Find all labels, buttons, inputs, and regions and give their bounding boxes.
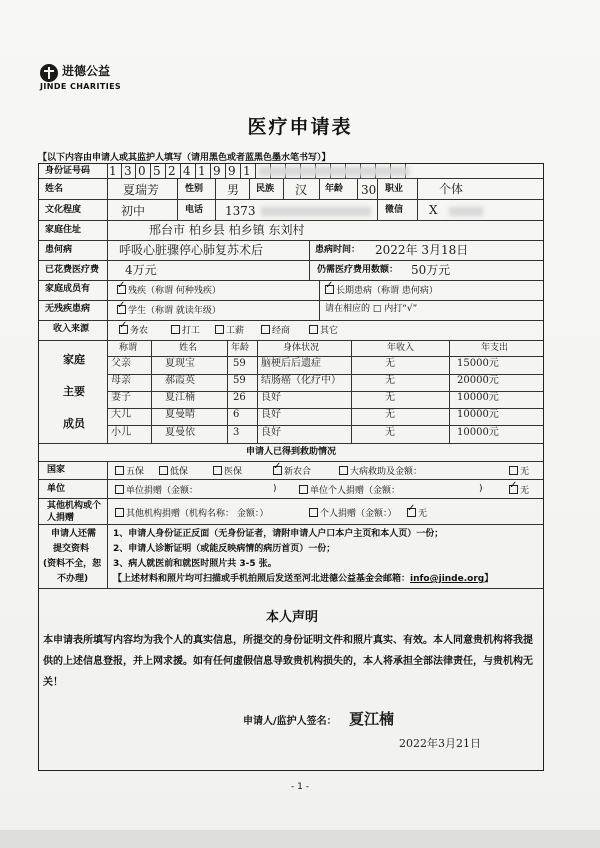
redacted-id-digits [259,167,409,176]
income-option-farming[interactable]: ✓ 务农 [119,325,148,336]
address-value[interactable]: 邢台市 柏乡县 柏乡镇 东刘村 [149,223,305,237]
member-expense[interactable]: 10000元 [457,427,499,438]
member-name[interactable]: 夏曼依 [165,427,195,438]
phone-value[interactable]: 1373 [225,204,256,218]
member-name[interactable]: 夏曼晴 [165,409,195,420]
student-checkbox[interactable] [117,305,221,316]
checkbox-icon [309,508,318,517]
job-value[interactable]: 个体 [439,182,464,196]
member-income[interactable]: 无 [385,358,395,369]
aid-unit-label: 单位 [47,484,66,494]
member-relation[interactable]: 妻子 [111,392,131,403]
members-header: 年龄 [231,343,250,353]
member-health[interactable]: 良好 [261,392,281,403]
members-header: 年支出 [481,343,509,353]
members-section-label: 家庭 [63,353,85,366]
sign-date[interactable]: 2022年3月21日 [399,737,481,750]
docs-label: 申请人还需 [51,529,97,539]
docs-label: 不办理) [57,574,89,584]
checkbox-icon [509,466,518,475]
page-number: - 1 - [291,782,309,792]
onset-label: 患病时间： [315,245,361,255]
checkbox-checked-icon [117,305,126,314]
declaration-body: 本申请表所填写内容均为我个人的真实信息，所提交的身份证明文件和照片真实、有效。本人同意贵机构将我提供的上述信息登报，并上网求援。如有任何虚假信息导致贵机构损失的，本人将承担全部法律责任，与贵机构无关！ [43,635,533,688]
redacted-phone [261,207,371,216]
member-age[interactable]: 59 [233,358,246,369]
aid-option-yibao[interactable]: 医保 [213,466,242,477]
docs-note: 【上述材料和照片均可扫描或手机拍照后发送至河北进德公益基金会邮箱：info@jinde.org】 [113,574,494,584]
form-title: 医疗申请表 [247,116,353,138]
docs-item: 1、申请人身份证正反面（无身份证者，请附申请人户口本户主页和本人页）一份； [113,529,444,539]
checkbox-hint: 请在相应的 □ 内打“√” [325,304,418,314]
checkbox-icon [299,485,308,494]
aid-other-org-donation[interactable]: 其他机构捐赠（机构名称： 金额：） [115,508,268,519]
checkbox-icon [213,466,222,475]
checkbox-icon [339,466,348,475]
id-digit[interactable]: 1 [243,164,251,178]
checkbox-icon [309,325,318,334]
edu-value[interactable]: 初中 [121,204,146,218]
member-name[interactable]: 夏现宝 [165,358,195,369]
member-expense[interactable]: 10000元 [457,409,499,420]
members-section-label: 主要 [63,385,85,398]
member-health[interactable]: 脑梗后后遗症 [261,358,321,369]
family-status-label: 无残疾患病 [45,304,91,314]
disabled-option-label: 残疾（称谓 何种残疾） [128,286,221,296]
aid-unit-none[interactable]: ✓ 无 [509,485,529,496]
disease-value[interactable]: 呼吸心脏骤停心肺复苏术后 [119,243,264,257]
aid-unit-close: ) [273,484,277,494]
member-income[interactable]: 无 [385,409,395,420]
aid-unit-personal-donation[interactable]: 单位个人捐赠（金额： [299,485,400,496]
member-age[interactable]: 6 [233,409,240,420]
member-name[interactable]: 夏江楠 [165,392,195,403]
member-relation[interactable]: 小儿 [111,427,131,438]
aid-other-label: 人捐赠 [47,513,75,523]
checkbox-icon [115,508,124,517]
income-option-business[interactable]: 经商 [261,325,290,336]
members-header: 姓名 [179,343,198,353]
name-value[interactable]: 夏瑞芳 [123,183,160,197]
member-age[interactable]: 59 [233,375,246,386]
member-expense[interactable]: 10000元 [457,392,499,403]
member-income[interactable]: 无 [385,427,395,438]
need-value[interactable]: 50万元 [411,263,451,277]
disease-label: 患何病 [45,245,73,255]
checkbox-icon [159,466,168,475]
checkbox-checked-icon [407,508,416,517]
member-name[interactable]: 郝霞英 [165,375,195,386]
aid-unit-close: ) [479,484,483,494]
aid-country-none[interactable]: 无 [509,466,529,477]
member-relation[interactable]: 大儿 [111,409,131,420]
need-label: 仍需医疗费用数额： [317,265,399,275]
docs-label: 提交资料 [53,544,90,554]
member-expense[interactable]: 15000元 [457,358,499,369]
docs-item: 2、申请人诊断证明（或能反映病情的病历首页）一份； [113,544,336,554]
checkbox-icon [215,325,224,334]
phone-label: 电话 [185,205,204,215]
member-age[interactable]: 3 [233,427,240,438]
member-relation[interactable]: 母亲 [111,375,131,386]
id-digit[interactable]: 5 [153,164,161,178]
id-digit[interactable]: 4 [183,164,191,178]
gender-value[interactable]: 男 [227,183,240,197]
disabled-checkbox[interactable] [117,285,221,296]
members-header: 身体状况 [283,343,320,353]
ethnicity-value[interactable]: 汉 [295,183,308,197]
member-income[interactable]: 无 [385,375,395,386]
checkbox-icon [115,485,124,494]
id-digit[interactable]: 3 [124,164,132,178]
signature[interactable]: 夏江楠 [349,710,395,728]
page-bottom-edge [0,830,600,848]
income-option-labor[interactable]: 打工 [171,325,200,336]
checkbox-checked-icon [117,285,126,294]
income-label: 收入来源 [53,324,90,334]
age-value[interactable]: 30 [361,183,377,197]
student-option-label: 学生（称谓 就读年级） [128,306,221,316]
aid-other-personal-donation[interactable]: 个人捐赠（金额：） [309,508,397,519]
id-label: 身份证号码 [45,166,91,176]
ethnicity-label: 民族 [256,184,275,194]
signature-label: 申请人/监护人签名： [243,716,337,727]
id-digit[interactable]: 2 [168,164,176,178]
family-status-label: 家庭成员有 [45,284,91,294]
wechat-value[interactable]: X [429,203,438,217]
redacted-wechat [449,207,483,216]
members-header: 年收入 [387,343,415,353]
chronic-checkbox[interactable] [325,285,438,296]
member-relation[interactable]: 父亲 [111,358,131,369]
address-label: 家庭住址 [45,225,82,235]
id-digit[interactable]: 9 [213,164,221,178]
docs-label: (资料不全，恕 [43,559,102,569]
onset-value[interactable]: 2022年 3月18日 [375,243,469,257]
aid-option-wubao[interactable]: 五保 [115,466,144,477]
checkbox-checked-icon [509,485,518,494]
checkbox-checked-icon [325,285,334,294]
chronic-option-label: 长期患病（称谓 患何病） [336,286,438,296]
cross-logo-icon [40,64,58,82]
aid-option-xinnonghe[interactable]: ✓ 新农合 [273,466,311,477]
id-digit[interactable]: 1 [109,164,117,178]
job-label: 职业 [385,184,404,194]
age-label: 年龄 [325,184,344,194]
aid-section-title: 申请人已得到救助情况 [245,447,336,457]
member-health[interactable]: 良好 [261,427,281,438]
id-digit[interactable]: 0 [138,164,146,178]
gender-label: 性别 [185,184,204,194]
email-link[interactable]: info@jinde.org [410,574,485,584]
aid-country-label: 国家 [47,465,66,475]
checkbox-icon [261,325,270,334]
member-income[interactable]: 无 [385,392,395,403]
income-option-other[interactable]: 其它 [309,325,338,336]
name-label: 姓名 [45,184,64,194]
declaration-title: 本人声明 [265,610,318,625]
form-note: 【以下内容由申请人或其监护人填写（请用黑色或者蓝黑色墨水笔书写）】 [38,153,331,163]
member-age[interactable]: 26 [233,392,246,403]
income-option-salary[interactable]: 工薪 [215,325,244,336]
org-name-en: JINDE CHARITIES [40,82,122,91]
checkbox-icon [171,325,180,334]
member-expense[interactable]: 20000元 [457,375,499,386]
application-table [38,163,544,771]
spent-value[interactable]: 4万元 [125,263,157,277]
aid-other-label: 其他机构或个 [47,501,102,511]
aid-option-dibao[interactable]: 低保 [159,466,188,477]
id-digit[interactable]: 1 [198,164,206,178]
checkbox-icon [115,466,124,475]
wechat-label: 微信 [385,205,404,215]
aid-other-none[interactable]: ✓ 无 [407,508,427,519]
aid-unit-donation[interactable]: 单位捐赠（金额： [115,485,198,496]
checkbox-checked-icon [273,466,282,475]
org-name-cn: 进德公益 [62,64,111,78]
docs-item: 3、病人就医前和就医时照片共 3-5 张。 [113,559,277,569]
aid-option-major-illness[interactable]: 大病救助及金额： [339,466,422,477]
checkbox-checked-icon [119,325,128,334]
members-header: 称谓 [119,343,138,353]
edu-label: 文化程度 [45,205,82,215]
member-health[interactable]: 良好 [261,409,281,420]
id-digit[interactable]: 9 [228,164,236,178]
members-section-label: 成员 [63,417,85,430]
member-health[interactable]: 结肠癌（化疗中） [261,375,341,386]
spent-label: 已花费医疗费 [45,265,100,275]
